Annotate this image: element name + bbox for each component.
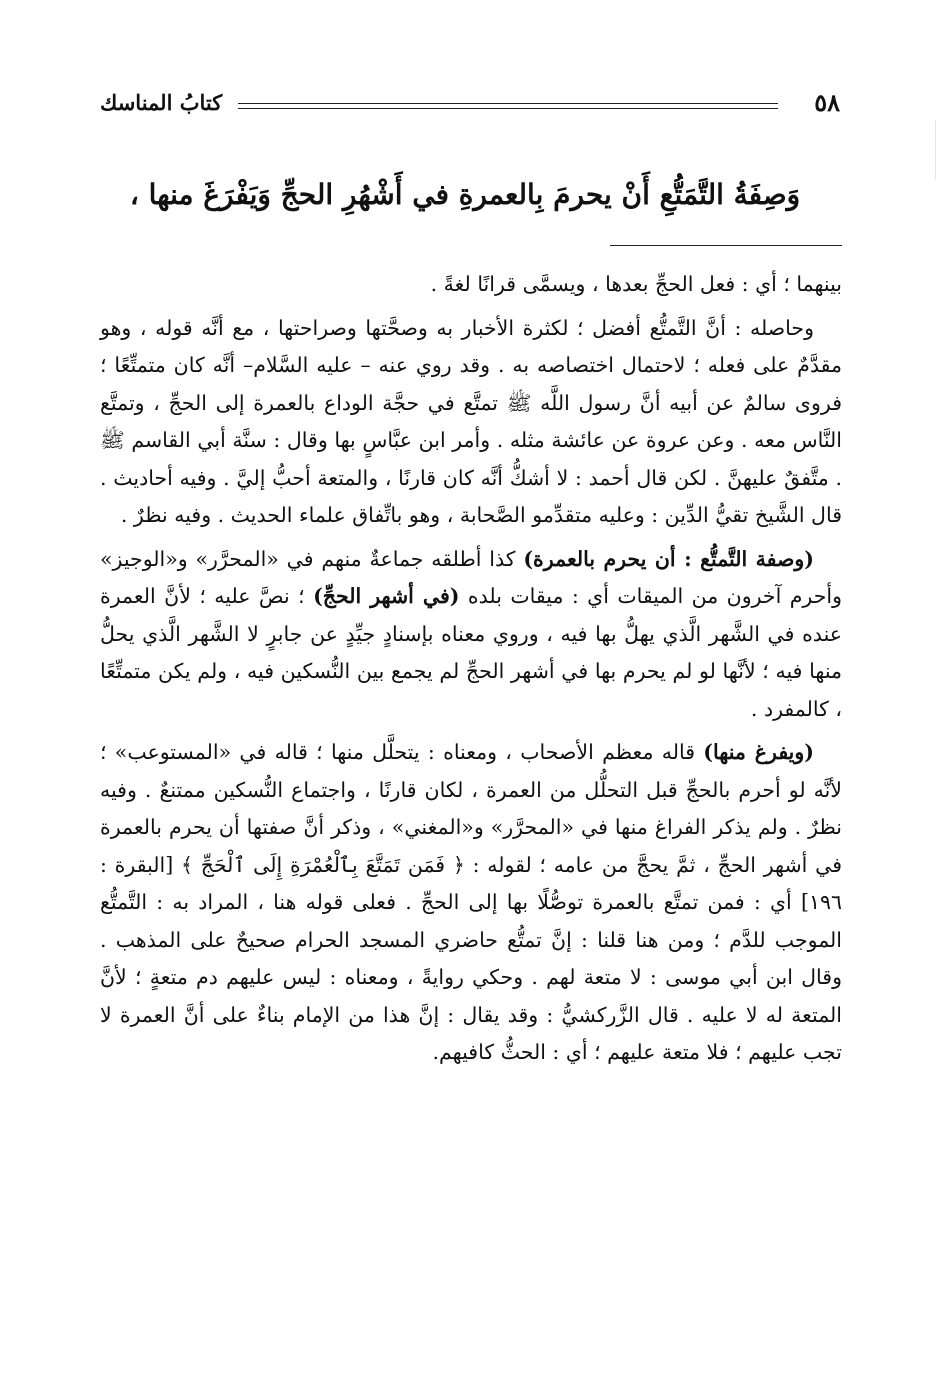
header-rule	[238, 103, 778, 109]
paragraph-3-text-a: كذا أطلقه جماعةٌ منهم في «المحرَّر» و«الوجيز» وأحرم آخرون من الميقات أي : ميقات بلده	[100, 546, 842, 608]
paragraph-1: بينهما ؛ أي : فعل الحجِّ بعدها ، ويسمَّى قرانًا لغةً .	[430, 272, 842, 296]
commentary-body	[100, 266, 842, 1072]
lemma-yafragh-minha: (ويفرغ منها)	[703, 740, 814, 764]
paragraph-4-text-a: قاله معظم الأصحاب ، ومعناه : يتحلَّل منها ؛ قاله في «المستوعب» ؛ لأنَّه لو أحرم بالحجِّ قبل التحلُّل من العمرة ، لكان قارنًا ، واجتماع النُّسكين ممتنعٌ . وفيه نظرٌ . ولم يذكر الفراغ منها في «المحرَّر» و«المغني» ، وذكر أنَّ صفتها أن يحرم بالعمرة في أشهر الحجِّ ، ثمَّ يحجَّ من عامه ؛ لقوله :	[100, 740, 842, 877]
scan-edge-mark	[935, 120, 936, 180]
lemma-ashhur-hajj: (في أشهر الحجِّ)	[313, 584, 460, 608]
page-number: ٥٨	[814, 88, 840, 117]
matn-text: وَصِفَةُ التَّمَتُّعِ أَنْ يحرمَ بِالعمرةِ في أَشْهُرِ الحجِّ وَيَفْرَغَ منها ،	[129, 178, 801, 211]
quran-verse: ﴿ فَمَن تَمَتَّعَ بِٱلْعُمْرَةِ إِلَى ٱلْحَجِّ ﴾	[180, 852, 465, 877]
running-header	[100, 86, 840, 126]
paragraph-2: وحاصله : أنَّ التَّمتُّع أفضل ؛ لكثرة الأخبار به وصحَّتها وصراحتها ، مع أنَّه قوله ، وهو مقدَّمٌ على فعله ؛ لاحتمال اختصاصه به . وقد روي عنه – عليه السَّلام– أنَّه كان متمتِّعًا ؛ فروى سالمٌ عن أبيه أنَّ رسول اللَّه ﷺ تمتَّع في حجَّة الوداع بالعمرة إلى الحجِّ ، وتمتَّع النَّاس معه . وعن عروة عن عائشة مثله . وأمر ابن عبَّاسٍ بها وقال : سنَّة أبي القاسم ﷺ . متَّفقٌ عليهنَّ . لكن قال أحمد : لا أشكُّ أنَّه كان قارنًا ، والمتعة أحبُّ إليَّ . وفيه أحاديث . قال الشَّيخ تقيُّ الدِّين : وعليه متقدِّمو الصَّحابة ، وهو باتِّفاق علماء الحديث . وفيه نظرٌ .	[100, 315, 842, 527]
paragraph-4	[100, 734, 842, 1072]
paragraph-3-text-b: ؛ نصَّ عليه ؛ لأنَّ العمرة عنده في الشَّهر الَّذي يهلُّ بها فيه ، وروي معناه بإسنادٍ جيِّدٍ عن جابرٍ لا الشَّهر الَّذي يحلُّ منها فيه ؛ لأنَّها لو لم يحرم بها في أشهر الحجِّ لم يجمع بين النُّسكين فيه ، ولم يكن متمتِّعًا ، كالمفرد .	[100, 584, 842, 721]
paragraph-4-text-b: [البقرة : ١٩٦] أي : فمن تمتَّع بالعمرة توصُّلًا بها إلى الحجِّ . فعلى قوله هنا ، المراد به : التَّمتُّع الموجب للدَّم ؛ ومن هنا قلنا : إنَّ تمتُّع حاضري المسجد الحرام صحيحٌ على المذهب . وقال ابن أبي موسى : لا متعة لهم . وحكي روايةً ، ومعناه : ليس عليهم دم متعةٍ ؛ لأنَّ المتعة له لا عليه . قال الزَّركشيُّ : وقد يقال : إنَّ هذا من الإمام بناءٌ على أنَّ العمرة لا تجب عليهم ؛ فلا متعة عليهم ؛ أي : الحثُّ كافيهم.	[100, 852, 842, 1064]
book-title: كتابُ المناسك	[100, 90, 223, 115]
lemma-sifat-tamattu: (وصفة التَّمتُّع : أن يحرم بالعمرة)	[523, 546, 814, 571]
matn-separator-rule	[610, 245, 842, 246]
paragraph-3	[100, 541, 842, 729]
